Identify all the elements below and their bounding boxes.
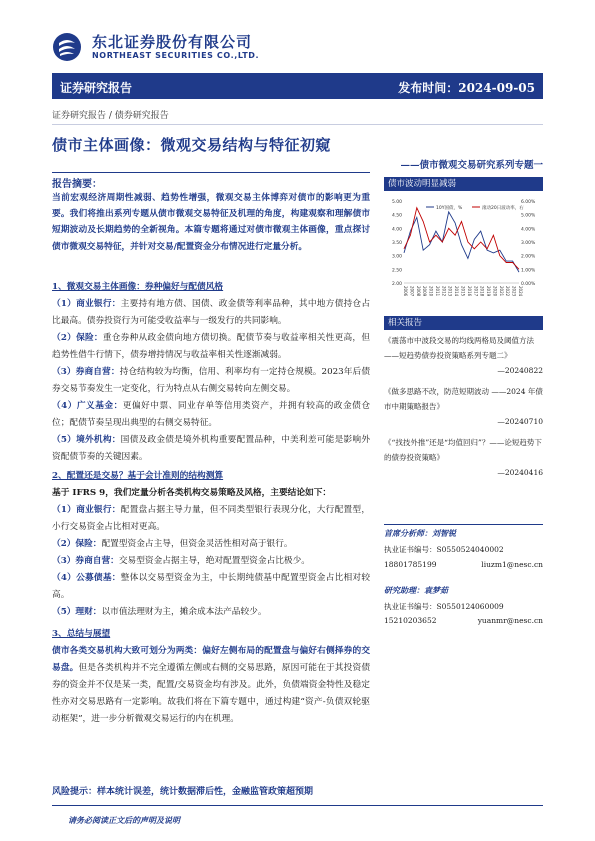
- analyst-1-email[interactable]: liuzm1@nesc.cn: [481, 560, 543, 569]
- x-tick-label: 2023: [511, 286, 517, 297]
- x-tick-label: 2008: [415, 286, 421, 297]
- y-left-tick-label: 3.00: [391, 254, 402, 260]
- x-tick-label: 2011: [434, 286, 440, 297]
- section-3-text: 但是各类机构并不完全遵循左侧或右侧的交易思路，原因可能在于其投资债券的资金并不仅是某一类，配置/交易资金均有涉及。此外，负债端资金特性及稳定性亦对交易思路有一定影响。故我们将在下篇专题中，通过构建“资产-负债双轮驱动框架”，进一步分析微观交易运行的内在机理。: [52, 663, 371, 724]
- risk-warning: 风险提示：样本统计误差，统计数据滞后性，金融监管政策超预期: [52, 787, 314, 797]
- company-name-cn: 东北证券股份有限公司: [92, 33, 253, 51]
- x-tick-label: 2014: [454, 286, 460, 297]
- y-left-tick-label: 4.50: [391, 213, 402, 219]
- analyst-2-role: 研究助理：袁梦茹: [384, 585, 448, 595]
- company-name-en: NORTHEAST SECURITIES CO.,LTD.: [92, 51, 260, 60]
- x-tick-label: 2007: [409, 286, 415, 297]
- report-type: 证券研究报告: [60, 81, 133, 95]
- analyst-divider: [384, 524, 543, 525]
- analyst-2-email[interactable]: yuanmr@nesc.cn: [477, 616, 543, 625]
- analyst-2-phone: 15210203652: [384, 616, 437, 625]
- x-tick-label: 2020: [492, 286, 498, 297]
- y-left-tick-label: 2.00: [391, 282, 402, 287]
- list-item-text: 持仓结构较为均衡，信用、利率均有一定持仓规模。2023年后债券交易节奏发生一定变化，行为特点从右侧交易转向左侧交易。: [52, 367, 371, 394]
- chart-panel: [384, 177, 543, 310]
- list-item: [52, 604, 370, 621]
- x-tick-label: 2015: [460, 286, 466, 297]
- analyst-2-cert: 执业证书编号：S0550124060009: [384, 602, 504, 611]
- list-item-text: 整体以交易型资金为主，中长期纯债基中配置型资金占比相对较高。: [52, 573, 371, 600]
- footer-note: 请务必阅读正文后的声明及说明: [68, 815, 180, 825]
- section-1-heading: 1、微观交易主体画像：券种偏好与配债风格: [52, 282, 224, 292]
- chart-title: 债市波动明显减弱: [384, 177, 543, 191]
- related-report-date: —20240822: [497, 366, 543, 375]
- y-left-tick-label: 2.50: [391, 268, 402, 274]
- list-item-text: 主要持有地方债、国债、政金债等利率品种，其中地方债持仓占比最高。债券投资行为可能受收益率与一级发行的共同影响。: [52, 299, 371, 326]
- analyst-2-contact: [384, 614, 543, 627]
- list-item-label: （3）券商自营：: [52, 367, 120, 377]
- x-tick-label: 2024: [518, 286, 523, 297]
- publish-date: 发布时间：2024-09-05: [398, 81, 535, 95]
- y-left-tick-label: 5.00: [391, 200, 402, 205]
- section-1: [52, 279, 370, 466]
- y-left-tick-label: 4.00: [391, 227, 402, 233]
- company-logo-icon: [52, 32, 82, 62]
- x-tick-label: 2017: [473, 286, 479, 297]
- section-2-intro: 基于 IFRS 9，我们定量分析各类机构交易策略及风格，主要结论如下：: [52, 488, 332, 498]
- y-right-tick-label: 2.00%: [521, 254, 536, 260]
- section-3: [52, 626, 370, 728]
- related-report-title[interactable]: 《震荡市中波段交易的均线两格局及阈值方法——短趋势债券投资策略系列专题二》: [384, 336, 534, 360]
- legend-label-1: 滚动20日波动率，右: [482, 206, 524, 211]
- list-item-label: （3）券商自营：: [52, 556, 119, 566]
- list-item-text: 交易型资金占据主导，绝对配置型资金占比极少。: [118, 556, 310, 566]
- x-tick-label: 2009: [422, 286, 428, 297]
- list-item-text: 更偏好中票、同业存单等信用类资产，并拥有较高的政金债仓位；配债节奏呈现出典型的右侧交易特征。: [52, 401, 371, 428]
- x-tick-label: 2010: [428, 286, 434, 297]
- related-reports-list: [384, 333, 543, 486]
- chart-svg: [384, 191, 543, 310]
- related-report-title[interactable]: 《“找技外推”还是“均值回归”？——论短趋势下的债券投资策略》: [384, 438, 542, 462]
- list-item: [52, 570, 370, 604]
- list-item: [52, 364, 370, 398]
- x-tick-label: 2013: [447, 286, 453, 297]
- summary-lead: 当前宏观经济周期性减弱、趋势性增强，微观交易主体博弈对债市的影响更为重要。我们将推出系列专题从债市微观交易特征及机理的角度，构建观察和理解债市短期波动及长期趋势的全新视角。本篇专题将通过对债市微观主体画像，重点探讨债市微观交易特征，并针对交易/配置资金分布情况进行定量分析。: [52, 193, 370, 252]
- y-right-tick-label: 6.00%: [521, 200, 536, 205]
- section-3-lead: 债市各类交易机构大致可划分为两类：偏好左侧布局的配置盘与偏好右侧择券的交易盘。: [52, 646, 370, 673]
- list-item-text: 以市值法理财为主，摊余成本法产品较少。: [101, 607, 267, 617]
- y-right-tick-label: 5.00%: [521, 213, 536, 219]
- x-tick-label: 2018: [479, 286, 485, 297]
- list-item: [52, 432, 370, 466]
- section-2-heading: 2、配置还是交易？基于会计准则的结构测算: [52, 471, 224, 481]
- x-tick-label: 2006: [403, 286, 408, 297]
- analyst-1-phone: 18801785199: [384, 560, 437, 569]
- footer-divider: [52, 805, 543, 806]
- x-tick-label: 2016: [466, 286, 472, 297]
- analyst-1-contact: [384, 558, 543, 571]
- list-item-label: （1）商业银行：: [52, 299, 121, 309]
- section-3-body: [52, 643, 370, 728]
- y-right-tick-label: 0.00%: [521, 282, 536, 287]
- list-item-text: 重仓券种从政金债向地方债切换。配债节奏与收益率相关性更高，但趋势性借牛行情下，债券增持情况与收益率相关性逐渐减弱。: [52, 333, 371, 360]
- divider: [52, 124, 543, 125]
- y-right-tick-label: 3.00%: [521, 241, 536, 246]
- breadcrumb: 证券研究报告 / 债券研究报告: [52, 111, 169, 121]
- list-item-text: 配置盘占据主导力量，但不同类型银行表现分化，大行配置型，小行交易资金占比相对更高。: [52, 505, 371, 532]
- list-item-label: （4）公募债基：: [52, 573, 121, 583]
- x-tick-label: 2012: [441, 286, 447, 297]
- x-tick-label: 2019: [486, 286, 492, 297]
- analyst-1-cert: 执业证书编号：S0550524040002: [384, 545, 504, 554]
- list-item-label: （1）商业银行：: [52, 505, 121, 515]
- related-heading-text: 相关报告: [384, 316, 543, 330]
- y-right-tick-label: 4.00%: [521, 227, 536, 233]
- list-item-text: 国债及政金债是境外机构重要配置品种，中美利差可能是影响外资配债节奏的关键因素。: [52, 435, 371, 462]
- section-2-items: [52, 502, 370, 621]
- list-item-label: （5）理财：: [52, 607, 102, 617]
- list-item-label: （2）保险：: [52, 539, 102, 549]
- list-item-label: （5）境外机构：: [52, 435, 121, 445]
- section-2: [52, 468, 370, 621]
- summary-heading-text: 报告摘要：: [52, 179, 102, 190]
- list-item: [52, 536, 370, 553]
- list-item-text: 配置型资金占主导，但资金灵活性相对高于银行。: [101, 539, 293, 549]
- report-title: 债市主体画像：微观交易结构与特征初窥: [52, 136, 332, 154]
- related-report-date: —20240710: [497, 417, 543, 426]
- x-tick-label: 2022: [505, 286, 511, 297]
- list-item-label: （4）广义基金：: [52, 401, 123, 411]
- summary-heading: [52, 172, 370, 188]
- list-item: [52, 296, 370, 330]
- analyst-1-role: 首席分析师：刘智锐: [384, 528, 456, 538]
- related-report-date: —20240416: [497, 468, 543, 477]
- report-subtitle: ——债市微观交易研究系列专题一: [400, 160, 543, 171]
- y-left-tick-label: 3.50: [391, 241, 402, 246]
- related-reports-heading: [384, 316, 543, 330]
- legend-label-0: 10Y国债，%: [436, 206, 463, 211]
- list-item: [52, 398, 370, 432]
- y-right-tick-label: 1.00%: [521, 268, 536, 274]
- x-tick-label: 2021: [498, 286, 504, 297]
- list-item-label: （2）保险：: [52, 333, 103, 343]
- section-1-items: [52, 296, 370, 466]
- section-3-heading: 3、总结与展望: [52, 629, 111, 639]
- list-item: [52, 330, 370, 364]
- related-report-title[interactable]: 《做多思路不改，防范短期波动 ——2024 年债市中期策略报告》: [384, 387, 543, 411]
- list-item: [52, 502, 370, 536]
- list-item: [52, 553, 370, 570]
